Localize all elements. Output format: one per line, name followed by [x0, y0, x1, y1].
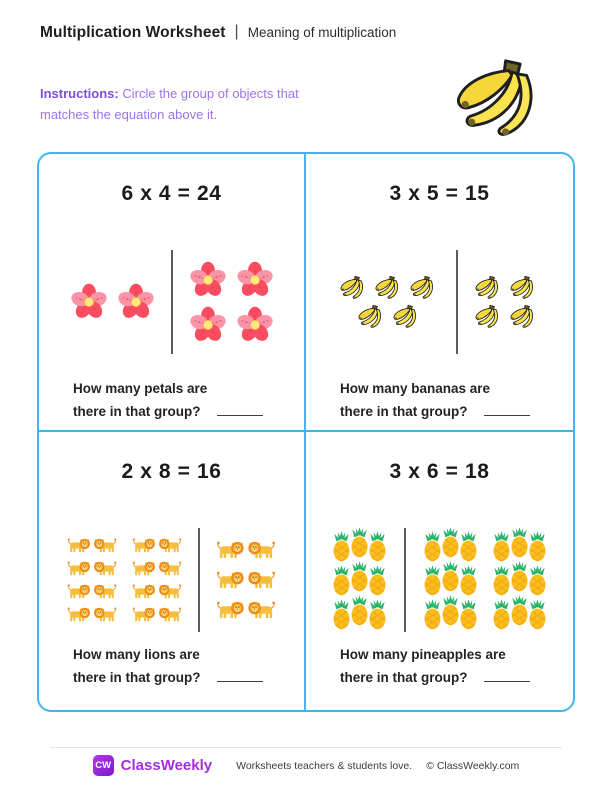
- question-line2: there in that group?: [73, 403, 201, 419]
- banana-bunch-icon: [474, 275, 505, 300]
- pineapple-icon: [458, 531, 479, 562]
- quadrant-bananas[interactable]: [306, 154, 573, 432]
- group-divider: [171, 250, 173, 354]
- banana-bunch-icon: [339, 275, 370, 300]
- lion-icon: [67, 583, 91, 600]
- equation: 2 x 8 = 16: [121, 460, 222, 483]
- object-area: [306, 506, 573, 654]
- lion-icon: [247, 540, 276, 560]
- lion-icon: [93, 560, 117, 577]
- answer-blank[interactable]: [484, 402, 530, 416]
- flower-icon: [189, 306, 227, 344]
- question-line1: How many petals are: [73, 381, 208, 396]
- lion-icon: [132, 583, 156, 600]
- header: [40, 24, 396, 42]
- pineapple-icon: [349, 595, 370, 626]
- pineapple-icon: [367, 531, 388, 562]
- footer: [0, 755, 612, 776]
- question: [73, 644, 263, 689]
- pineapple-icon: [458, 599, 479, 630]
- object-group-left[interactable]: [339, 275, 440, 329]
- object-group-left[interactable]: [70, 283, 155, 321]
- object-area: [306, 228, 573, 376]
- lion-icon: [67, 537, 91, 554]
- flower-icon: [236, 306, 274, 344]
- pineapple-icon: [527, 531, 548, 562]
- object-area: [39, 228, 304, 376]
- object-group-right[interactable]: [189, 261, 274, 344]
- answer-blank[interactable]: [217, 668, 263, 682]
- instructions-label: Instructions:: [40, 86, 119, 101]
- pineapple-icon: [440, 595, 461, 626]
- flower-icon: [70, 283, 108, 321]
- answer-blank[interactable]: [217, 402, 263, 416]
- flower-icon: [189, 261, 227, 299]
- banana-bunch-icon: [509, 275, 540, 300]
- banana-bunch-icon: [357, 304, 388, 329]
- pineapple-icon: [527, 565, 548, 596]
- lion-icon: [132, 560, 156, 577]
- pineapple-icon: [509, 561, 530, 592]
- lion-icon: [93, 583, 117, 600]
- lion-icon: [216, 570, 245, 590]
- brand: [93, 755, 212, 776]
- answer-blank[interactable]: [484, 668, 530, 682]
- lion-icon: [67, 560, 91, 577]
- object-area: [39, 506, 304, 654]
- banana-bunch-icon: [374, 275, 405, 300]
- object-group-right[interactable]: [422, 531, 548, 630]
- footer-tagline: Worksheets teachers & students love.: [236, 759, 413, 772]
- instructions: [40, 83, 330, 125]
- lion-icon: [132, 606, 156, 623]
- instructions-text: Circle the group of objects that matches the equation above it.: [40, 86, 299, 123]
- pineapple-icon: [440, 561, 461, 592]
- lion-icon: [216, 540, 245, 560]
- pineapple-icon: [367, 599, 388, 630]
- banana-bunch-icon: [392, 304, 423, 329]
- lion-icon: [132, 537, 156, 554]
- banana-bunch-icon: [409, 275, 440, 300]
- classweekly-logo-icon: CW: [93, 755, 114, 776]
- question-line1: How many lions are: [73, 647, 200, 662]
- equation: 3 x 6 = 18: [389, 460, 490, 483]
- lion-icon: [158, 560, 182, 577]
- brand-name: ClassWeekly: [120, 757, 213, 774]
- lion-icon: [93, 537, 117, 554]
- banana-bunch-icon: [509, 304, 540, 329]
- pineapple-icon: [349, 561, 370, 592]
- banana-bunch-illustration: [452, 56, 556, 140]
- quadrant-pineapples[interactable]: [306, 432, 573, 710]
- group-divider: [404, 528, 406, 632]
- group-divider: [456, 250, 458, 354]
- object-group-left[interactable]: [331, 531, 388, 630]
- question-line1: How many pineapples are: [340, 647, 506, 662]
- pineapple-icon: [440, 527, 461, 558]
- lion-icon: [158, 583, 182, 600]
- pineapple-icon: [509, 595, 530, 626]
- question: [340, 644, 530, 689]
- pineapple-icon: [349, 527, 370, 558]
- question: [73, 378, 263, 423]
- problems-grid: [37, 152, 575, 712]
- pineapple-icon: [458, 565, 479, 596]
- equation: 6 x 4 = 24: [121, 182, 222, 205]
- flower-icon: [236, 261, 274, 299]
- lion-icon: [216, 600, 245, 620]
- banana-bunch-icon: [474, 304, 505, 329]
- lion-icon: [93, 606, 117, 623]
- lion-icon: [158, 606, 182, 623]
- flower-icon: [117, 283, 155, 321]
- page-title: Multiplication Worksheet: [40, 24, 226, 41]
- pineapple-icon: [527, 599, 548, 630]
- object-group-right[interactable]: [216, 540, 276, 620]
- object-group-left[interactable]: [67, 537, 182, 623]
- group-divider: [198, 528, 200, 632]
- lion-icon: [247, 600, 276, 620]
- quadrant-lions[interactable]: [39, 432, 306, 710]
- title-separator: |: [234, 23, 239, 40]
- page-subtitle: Meaning of multiplication: [247, 25, 397, 40]
- question-line2: there in that group?: [340, 669, 468, 685]
- question-line2: there in that group?: [73, 669, 201, 685]
- lion-icon: [158, 537, 182, 554]
- pineapple-icon: [367, 565, 388, 596]
- lion-icon: [67, 606, 91, 623]
- pineapple-icon: [509, 527, 530, 558]
- question-line2: there in that group?: [340, 403, 468, 419]
- footer-copyright: © ClassWeekly.com: [426, 759, 520, 772]
- equation: 3 x 5 = 15: [389, 182, 490, 205]
- lion-icon: [247, 570, 276, 590]
- question: [340, 378, 530, 423]
- object-group-right[interactable]: [474, 275, 540, 329]
- footer-divider: [50, 747, 562, 748]
- question-line1: How many bananas are: [340, 381, 491, 396]
- quadrant-flowers[interactable]: [39, 154, 306, 432]
